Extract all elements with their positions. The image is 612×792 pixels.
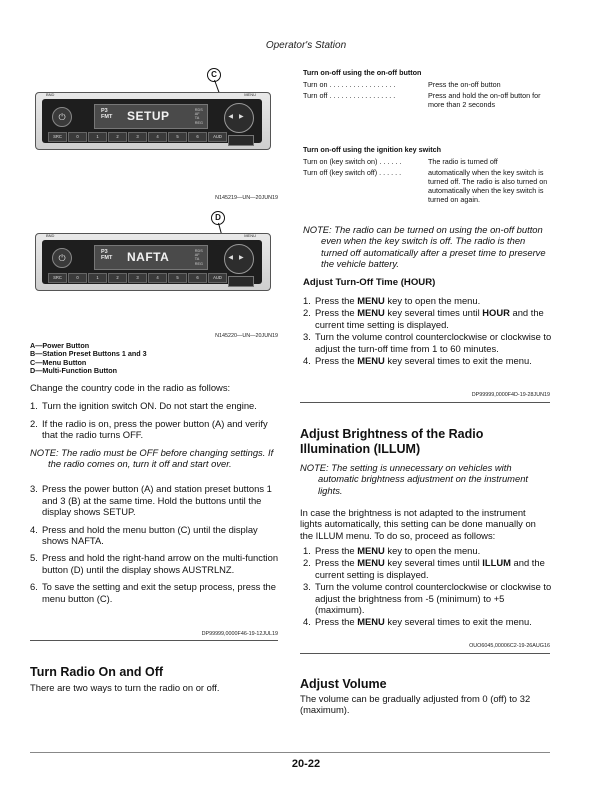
step-number: 1. [303, 545, 311, 556]
preset-button-5: 5 [168, 273, 187, 283]
preset-button-0: 0 [68, 132, 87, 142]
step-text-pre: Press the [315, 616, 358, 628]
list-item [30, 400, 280, 411]
note-radio-off [30, 447, 280, 470]
step-text-post: key several times to exit the menu. [384, 616, 532, 628]
step-text-post: and the current setting is displayed. [315, 557, 545, 580]
step-number: 2. [303, 557, 311, 569]
step-number: 1. [303, 295, 311, 306]
setup-steps-b [30, 483, 280, 604]
preset-button-3: 3 [128, 132, 147, 142]
step-text-mid: key several times until [384, 557, 483, 569]
note-illum [300, 462, 550, 496]
step-text-pre: Press the [315, 355, 358, 367]
table-row [303, 80, 563, 91]
section-text-turn-on-off: There are two ways to turn the radio on or off. [30, 682, 220, 693]
figure-ref-nafta: N145220—UN—20JUN19 [215, 333, 278, 339]
table-key: Turn on . . . . . . . . . . . . . . . . . [303, 80, 396, 89]
step-number: 6. [30, 581, 38, 593]
menu-label: MENU [244, 92, 256, 97]
note-text: NOTE: The radio must be OFF before changing settings. If the radio comes on, turn it off and start over. [30, 446, 274, 470]
preset-button-2: 2 [108, 273, 127, 283]
step-text: Press the power button (A) and station preset buttons 1 and 3 (B) at the same time. Hold the buttons until the display shows SETUP. [42, 483, 272, 518]
preset-info: P3 FMT [101, 108, 113, 120]
step-text: To save the setting and exit the setup process, press the menu button (C). [42, 581, 276, 604]
list-item [303, 295, 553, 306]
preset-button-row [48, 132, 248, 140]
illum-step-list [303, 545, 553, 628]
table-key: Turn on (key switch on) . . . . . . [303, 157, 402, 166]
step-text: Press and hold the menu button (C) until the display shows NAFTA. [42, 523, 258, 547]
preset-button-0: 0 [68, 273, 87, 283]
aud-button: AUD [208, 132, 227, 142]
preset-button-6: 6 [188, 132, 207, 142]
table-value: The radio is turned off [428, 157, 498, 166]
step-key: MENU [357, 355, 385, 367]
list-item [303, 331, 553, 354]
step-key: MENU [357, 557, 385, 569]
radio-display [94, 104, 208, 129]
legend-item: B—Station Preset Buttons 1 and 3 [30, 349, 147, 359]
band-label: BND [46, 233, 55, 238]
step-number: 4. [30, 523, 38, 535]
step-text-pre: Press the [315, 295, 358, 306]
step-number: 1. [30, 400, 38, 412]
step-number: 3. [30, 483, 38, 495]
step-text: Press and hold the right-hand arrow on the multi-function button (D) until the display shows AUSTRLNZ. [42, 552, 279, 575]
list-item [30, 581, 280, 604]
divider [300, 402, 550, 403]
step-text: If the radio is on, press the power button (A) and verify that the radio turns OFF. [42, 417, 268, 441]
page-header: Operator's Station [265, 40, 347, 51]
table-row [303, 91, 563, 113]
table-key: Turn off . . . . . . . . . . . . . . . . . [303, 91, 396, 100]
step-text-pre: Press the [315, 307, 358, 319]
list-item [303, 545, 553, 556]
step-text-pre: Press the [315, 557, 358, 569]
ignition-title: Turn on-off using the ignition key switch [303, 145, 442, 154]
hour-steps [303, 295, 553, 367]
list-item [30, 552, 280, 575]
onoff-table [303, 80, 563, 113]
callout-c: C [207, 68, 221, 82]
table-key: Turn off (key switch off) . . . . . . [303, 168, 402, 177]
list-item [30, 418, 280, 441]
preset-button-6: 6 [188, 273, 207, 283]
step-key: MENU [357, 307, 385, 319]
table-value: Press the on-off button [428, 80, 501, 89]
preset-button-1: 1 [88, 273, 107, 283]
onoff-title: Turn on-off using the on-off button [303, 68, 422, 77]
hour-step-list [303, 295, 553, 366]
step-text-post: key to open the menu. [384, 295, 481, 306]
radio-faceplate [42, 99, 262, 143]
doc-ref-hour: DP99999,0000F4D-19-28JUN19 [471, 392, 550, 398]
card-slot [228, 276, 254, 287]
volume-title: Adjust Volume [300, 677, 387, 691]
display-text: NAFTA [127, 250, 170, 264]
src-button: SRC [48, 132, 67, 142]
section-title-turn-on-off: Turn Radio On and Off [30, 665, 164, 679]
intro-paragraph: Change the country code in the radio as follows: [30, 382, 231, 393]
left-column-body [30, 382, 280, 610]
list-item [30, 524, 280, 547]
note-text: NOTE: The radio can be turned on using the on-off button even when the key switch is off. The radio is then turned off automatically after a preset time to preserve the vehicle battery. [303, 224, 546, 270]
table-value: automatically when the key switch is turned off. The radio is also turned on automatically when the key switch is turned on again. [428, 168, 548, 204]
step-key: MENU [357, 295, 385, 306]
divider [300, 653, 550, 654]
step-text-pre: Turn the volume control counterclockwise or clockwise to adjust the brightness from -5 (minimum) to +5 (maximum). [315, 581, 552, 616]
preset-button-4: 4 [148, 273, 167, 283]
table-row [303, 157, 563, 168]
page-number: 20-22 [291, 758, 321, 770]
step-text-mid: key several times until [384, 307, 483, 319]
divider [30, 640, 278, 641]
aud-button: AUD [208, 273, 227, 283]
step-text-pre: Press the [315, 545, 358, 556]
band-label: BND [46, 92, 55, 97]
step-key: MENU [357, 545, 385, 556]
doc-ref-left: DP99999,0000F46-19-12JUL19 [201, 631, 278, 637]
table-value: Press and hold the on-off button for more than 2 seconds [428, 91, 541, 109]
illum-intro: In case the brightness is not adapted to the instrument lights automatically, this setting can be done manually on the ILLUM menu. To do so, proceed as follows: [300, 507, 536, 541]
multi-function-knob: ◀▶ [224, 244, 254, 274]
step-text-pre: Turn the volume control counterclockwise or clockwise to adjust the turn-off time from 1 to 60 minutes. [315, 331, 552, 354]
volume-text: The volume can be gradually adjusted from 0 (off) to 32 (maximum). [300, 693, 531, 716]
note-text: NOTE: The setting is unnecessary on vehicles with automatic brightness adjustment on the instrument lights. [300, 462, 529, 496]
power-button: ⏻ [52, 248, 72, 268]
step-text: Turn the ignition switch ON. Do not start the engine. [42, 400, 257, 412]
legend-item: A—Power Button [30, 341, 90, 350]
list-item [303, 307, 553, 330]
src-button: SRC [48, 273, 67, 283]
step-key2: HOUR [482, 307, 510, 319]
legend-item: C—Menu Button [30, 357, 87, 367]
step-number: 5. [30, 552, 38, 564]
table-row [303, 168, 563, 228]
step-key: MENU [357, 616, 385, 628]
step-number: 2. [303, 307, 311, 319]
list-item [303, 616, 553, 627]
list-item [303, 581, 553, 615]
ignition-table [303, 157, 563, 228]
callout-d: D [211, 211, 225, 225]
preset-info: P3 FMT [101, 249, 113, 261]
preset-button-3: 3 [128, 273, 147, 283]
list-item [30, 483, 280, 517]
illum-steps [303, 545, 553, 629]
radio-faceplate [42, 240, 262, 284]
display-text: SETUP [127, 109, 170, 123]
preset-button-1: 1 [88, 132, 107, 142]
list-item [303, 557, 553, 580]
step-number: 4. [303, 355, 311, 367]
figure-ref-setup: N145219—UN—20JUN19 [215, 195, 278, 201]
power-button: ⏻ [52, 107, 72, 127]
step-text-post: key several times to exit the menu. [384, 355, 532, 367]
setup-steps-a [30, 400, 280, 440]
step-key2: ILLUM [482, 557, 511, 569]
step-text-post: and the current time setting is displayed. [315, 307, 544, 330]
radio-display [94, 245, 208, 270]
hour-title: Adjust Turn-Off Time (HOUR) [303, 277, 436, 288]
illum-title: Adjust Brightness of the Radio Illumination (ILLUM) [300, 427, 484, 456]
note-on-off-button [303, 224, 553, 270]
step-number: 2. [30, 417, 38, 429]
menu-label: MENU [244, 233, 256, 238]
multi-function-knob: ◀▶ [224, 103, 254, 133]
preset-button-4: 4 [148, 132, 167, 142]
step-text-post: key to open the menu. [384, 545, 481, 556]
doc-ref-illum: OUO6045,00006C2-19-26AUG16 [469, 643, 550, 649]
step-number: 3. [303, 331, 311, 343]
radio-unit [35, 92, 271, 150]
legend-item: D—Multi-Function Button [30, 365, 118, 375]
card-slot [228, 135, 254, 146]
preset-button-2: 2 [108, 132, 127, 142]
display-side-info: RDS AF TA REG [194, 108, 203, 125]
radio-unit [35, 233, 271, 291]
display-side-info: RDS AF TA REG [194, 249, 203, 266]
step-number: 4. [303, 616, 311, 628]
preset-button-5: 5 [168, 132, 187, 142]
figure-legend [30, 342, 280, 375]
footer-rule [30, 752, 550, 753]
preset-button-row [48, 273, 248, 281]
step-number: 3. [303, 581, 311, 593]
list-item [303, 355, 553, 366]
